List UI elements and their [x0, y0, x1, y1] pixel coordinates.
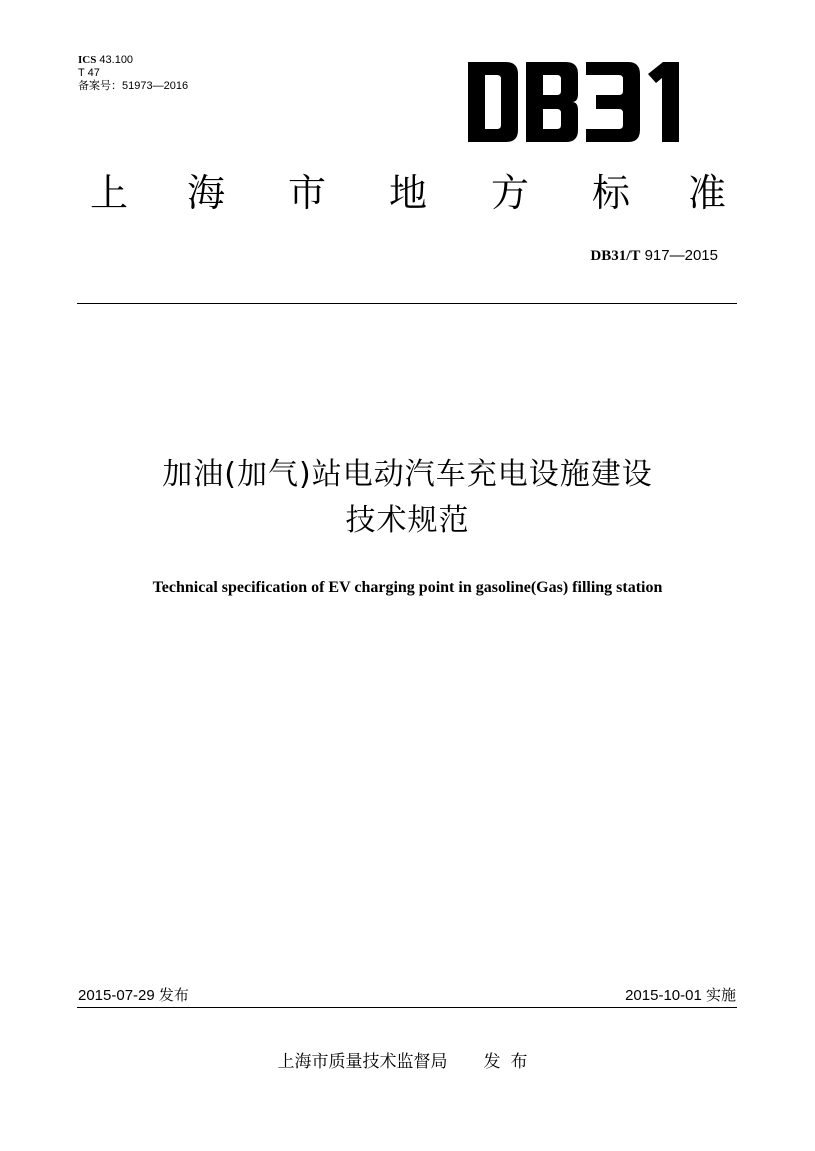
standard-code-prefix: DB31/T [590, 248, 641, 264]
standard-type-title [78, 170, 738, 220]
title-char: 海 [186, 171, 225, 215]
db31-logo [468, 62, 693, 142]
standard-code [590, 247, 718, 265]
standard-code-number: 917—2015 [644, 247, 718, 264]
title-char: 市 [287, 171, 326, 215]
footer-divider [77, 1007, 737, 1008]
ics-code: 43.100 [99, 54, 134, 66]
ics-label: ICS [78, 54, 97, 66]
issuer-name: 上海市质量技术监督局 [277, 1052, 448, 1072]
filing-line [78, 80, 188, 93]
ics-line [78, 54, 188, 67]
title-line-2: 技术规范 [345, 503, 470, 538]
title-char: 方 [490, 171, 529, 215]
issuer-action: 发布 [483, 1052, 538, 1072]
issuer-line [0, 1047, 815, 1072]
title-line-1: 加油(加气)站电动汽车充电设施建设 [162, 457, 653, 492]
document-metadata [78, 54, 188, 93]
header-divider [77, 303, 737, 304]
implement-date: 2015-10-01 实施 [625, 987, 736, 1004]
title-char: 标 [591, 171, 630, 215]
title-char: 上 [89, 171, 128, 215]
document-title-en: Technical specification of EV charging point in gasoline(Gas) filling station [152, 579, 663, 596]
document-title-cn [0, 452, 815, 544]
title-char: 地 [388, 171, 427, 215]
publish-date: 2015-07-29 发布 [78, 987, 189, 1004]
filing-number: 51973—2016 [122, 80, 189, 92]
ccs-code: T 47 [78, 67, 100, 79]
filing-label: 备案号： [78, 80, 122, 92]
title-char: 准 [687, 171, 726, 215]
